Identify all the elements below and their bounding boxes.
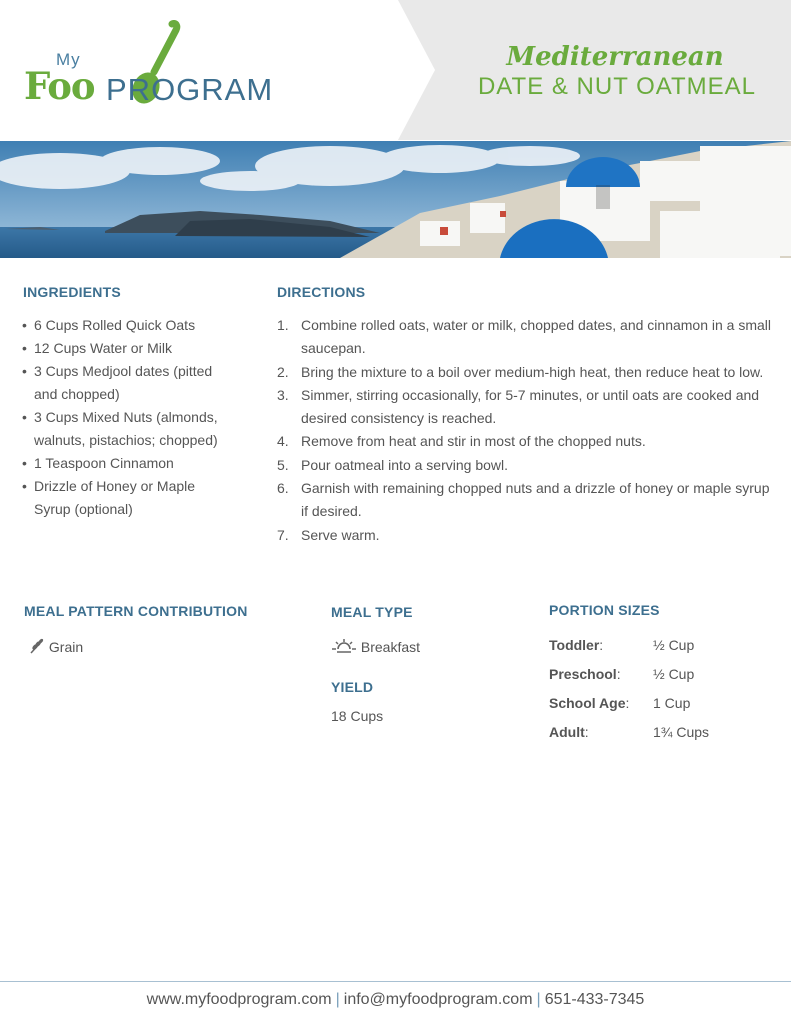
step-text: Simmer, stirring occasionally, for 5-7 minutes, or until oats are cooked and desired consistency is reached. [301,386,760,427]
portion-value: 1¾ Cups [653,724,710,740]
portion-value: ½ Cup [653,637,695,653]
ingredients-heading: INGREDIENTS [23,284,121,300]
step-text: Garnish with remaining chopped nuts and a drizzle of honey or maple syrup if desired. [301,480,770,520]
meal-pattern-item [29,638,83,655]
portion-value: 1 Cup [653,695,691,711]
step-text: Combine rolled oats, water or milk, chopped dates, and cinnamon in a small saucepan. [301,317,772,357]
portion-value: ½ Cup [653,666,695,682]
recipe-title: DATE & NUT OATMEAL [477,73,757,100]
meal-pattern-heading: MEAL PATTERN CONTRIBUTION [24,603,248,619]
logo-food: Foo [24,64,95,108]
ingredients-list [22,314,262,521]
direction-step [277,477,772,524]
step-number: 3. [277,386,289,403]
email-link[interactable]: info@myfoodprogram.com [343,991,533,1008]
recipe-subtitle: Mediterranean [506,42,724,72]
list-item: • 1 Teaspoon Cinnamon [22,452,262,475]
santorini-banner-image [0,141,791,258]
portion-sizes-heading: PORTION SIZES [549,602,660,618]
sunrise-icon [331,638,357,654]
step-number: 4. [277,433,289,450]
step-number: 5. [277,456,289,473]
meal-type-item [331,638,420,655]
list-item: • Drizzle of Honey or Maple Syrup (optional) [22,475,224,521]
list-item: • 3 Cups Mixed Nuts (almonds, walnuts, pistachios; chopped) [22,406,246,452]
footer-separator: | [335,991,340,1008]
wheat-icon [29,638,45,654]
list-item: • 6 Cups Rolled Quick Oats [22,314,262,337]
meal-type-value: Breakfast [360,639,421,655]
direction-step [277,314,772,361]
phone-number: 651-433-7345 [544,991,645,1008]
direction-step [277,524,772,547]
direction-step [277,430,772,453]
logo-program: PROGRAM [106,72,274,107]
portion-label: Toddler [549,637,600,653]
portion-label: Adult [549,724,585,740]
step-text: Pour oatmeal into a serving bowl. [301,456,508,473]
meal-pattern-label: Grain [48,639,84,655]
step-number: 7. [277,526,289,543]
step-text: Bring the mixture to a boil over medium-high heat, then reduce heat to low. [301,363,764,380]
direction-step [277,384,772,431]
direction-step [277,454,772,477]
logo[interactable] [22,20,322,115]
footer-divider [0,981,791,982]
website-link[interactable]: www.myfoodprogram.com [146,991,332,1008]
footer [0,991,791,1009]
portion-label: School Age [549,695,626,711]
list-item: • 12 Cups Water or Milk [22,337,262,360]
yield-heading: YIELD [331,679,374,695]
footer-separator: | [536,991,541,1008]
step-number: 2. [277,363,289,380]
meal-type-heading: MEAL TYPE [331,604,413,620]
step-text: Remove from heat and stir in most of the chopped nuts. [301,433,646,450]
list-item: • 3 Cups Medjool dates (pitted and chopped) [22,360,214,406]
step-number: 6. [277,480,289,497]
step-number: 1. [277,317,289,333]
step-text: Serve warm. [301,526,380,543]
directions-heading: DIRECTIONS [277,284,366,300]
yield-value: 18 Cups [331,708,384,724]
logo-my: My [56,50,81,69]
direction-step [277,361,772,384]
portion-label: Preschool [549,666,617,682]
directions-list [277,314,772,547]
